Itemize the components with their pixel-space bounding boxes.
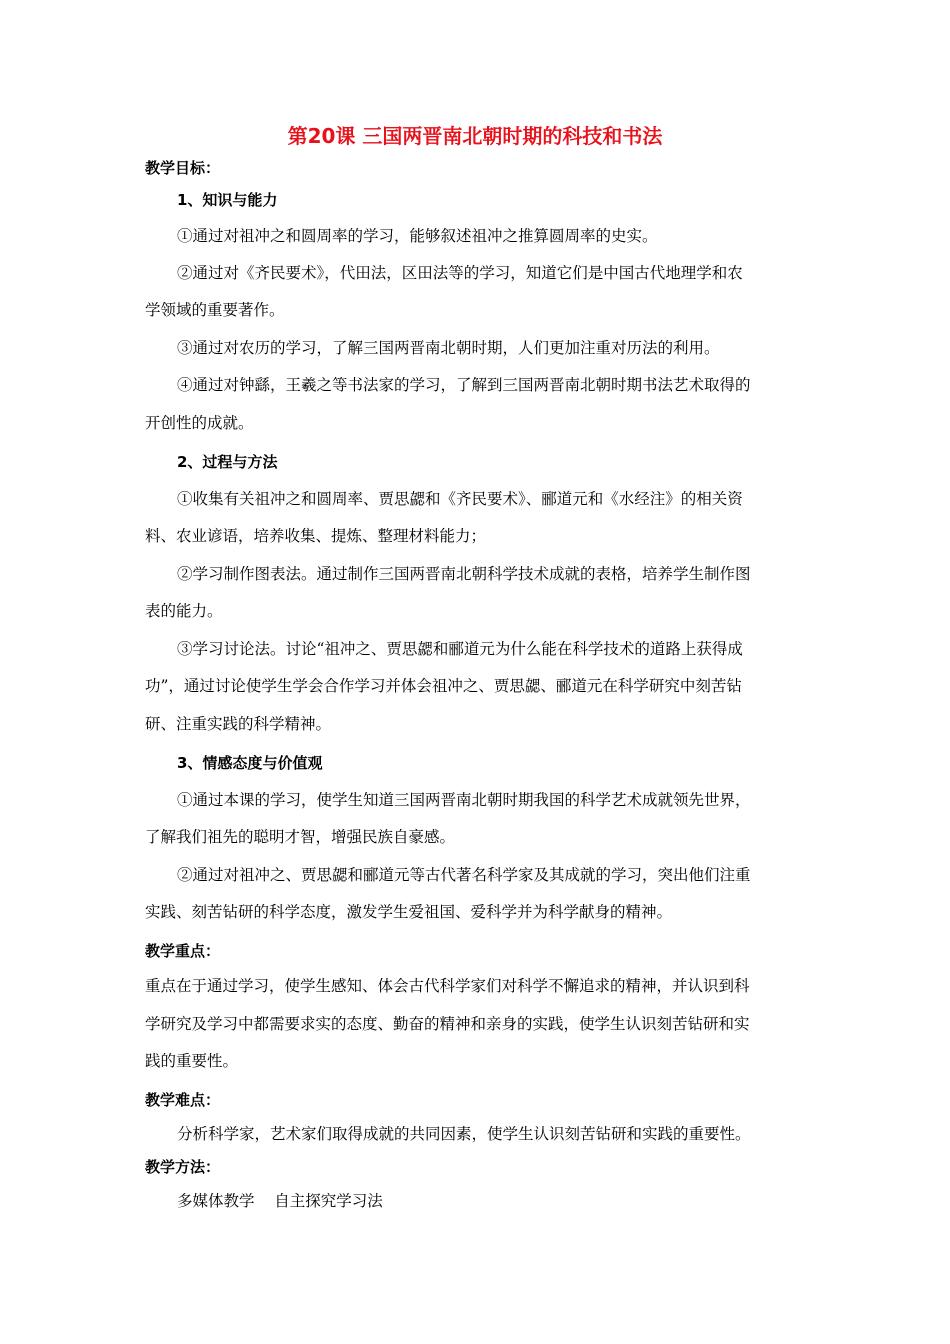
key-points-line-1: 重点在于通过学习，使学生感知、体会古代科学家们对科学不懈追求的精神，并认识到科 <box>145 977 750 995</box>
knowledge-item-4: ④通过对钟繇，王羲之等书法家的学习，了解到三国两晋南北朝时期书法艺术取得的 <box>177 376 751 394</box>
process-item-2-cont: 表的能力。 <box>145 602 223 620</box>
process-item-1-cont: 料、农业谚语，培养收集、提炼、整理材料能力； <box>145 527 487 545</box>
emotion-heading: 3、情感态度与价值观 <box>177 754 323 772</box>
key-points-heading: 教学重点： <box>145 942 221 960</box>
methods-text: 多媒体教学 自主探究学习法 <box>177 1192 383 1210</box>
goals-heading: 教学目标： <box>145 159 221 177</box>
knowledge-heading: 1、知识与能力 <box>177 191 278 209</box>
key-points-line-2: 学研究及学习中都需要求实的态度、勤奋的精神和亲身的实践，使学生认识刻苦钻研和实 <box>145 1015 750 1033</box>
process-heading: 2、过程与方法 <box>177 453 278 471</box>
key-points-line-3: 践的重要性。 <box>145 1052 239 1070</box>
emotion-item-2-cont: 实践、刻苦钻研的科学态度，激发学生爱祖国、爱科学并为科学献身的精神。 <box>145 903 673 921</box>
emotion-item-1-cont: 了解我们祖先的聪明才智，增强民族自豪感。 <box>145 828 456 846</box>
emotion-item-2: ②通过对祖冲之、贾思勰和郦道元等古代著名科学家及其成就的学习，突出他们注重 <box>177 866 751 884</box>
process-item-2: ②学习制作图表法。通过制作三国两晋南北朝科学技术成就的表格，培养学生制作图 <box>177 565 751 583</box>
difficulties-heading: 教学难点： <box>145 1091 221 1109</box>
process-item-1: ①收集有关祖冲之和圆周率、贾思勰和《齐民要术》、郦道元和《水经注》的相关资 <box>177 490 743 508</box>
process-item-3-cont-2: 研、注重实践的科学精神。 <box>145 715 332 733</box>
emotion-item-1: ①通过本课的学习，使学生知道三国两晋南北朝时期我国的科学艺术成就领先世界， <box>177 791 751 809</box>
lesson-title: 第20课 三国两晋南北朝时期的科技和书法 <box>287 124 663 148</box>
knowledge-item-3: ③通过对农历的学习，了解三国两晋南北朝时期，人们更加注重对历法的利用。 <box>177 339 720 357</box>
process-item-3: ③学习讨论法。讨论“祖冲之、贾思勰和郦道元为什么能在科学技术的道路上获得成 <box>177 640 743 658</box>
process-item-3-cont: 功”，通过讨论使学生学会合作学习并体会祖冲之、贾思勰、郦道元在科学研究中刻苦钻 <box>145 677 742 695</box>
difficulties-text: 分析科学家，艺术家们取得成就的共同因素，使学生认识刻苦钻研和实践的重要性。 <box>177 1125 751 1143</box>
knowledge-item-1: ①通过对祖冲之和圆周率的学习，能够叙述祖冲之推算圆周率的史实。 <box>177 227 658 245</box>
knowledge-item-2: ②通过对《齐民要术》，代田法，区田法等的学习，知道它们是中国古代地理学和农 <box>177 264 743 282</box>
knowledge-item-4-cont: 开创性的成就。 <box>145 414 254 432</box>
knowledge-item-2-cont: 学领域的重要著作。 <box>145 301 285 319</box>
methods-heading: 教学方法： <box>145 1158 221 1176</box>
